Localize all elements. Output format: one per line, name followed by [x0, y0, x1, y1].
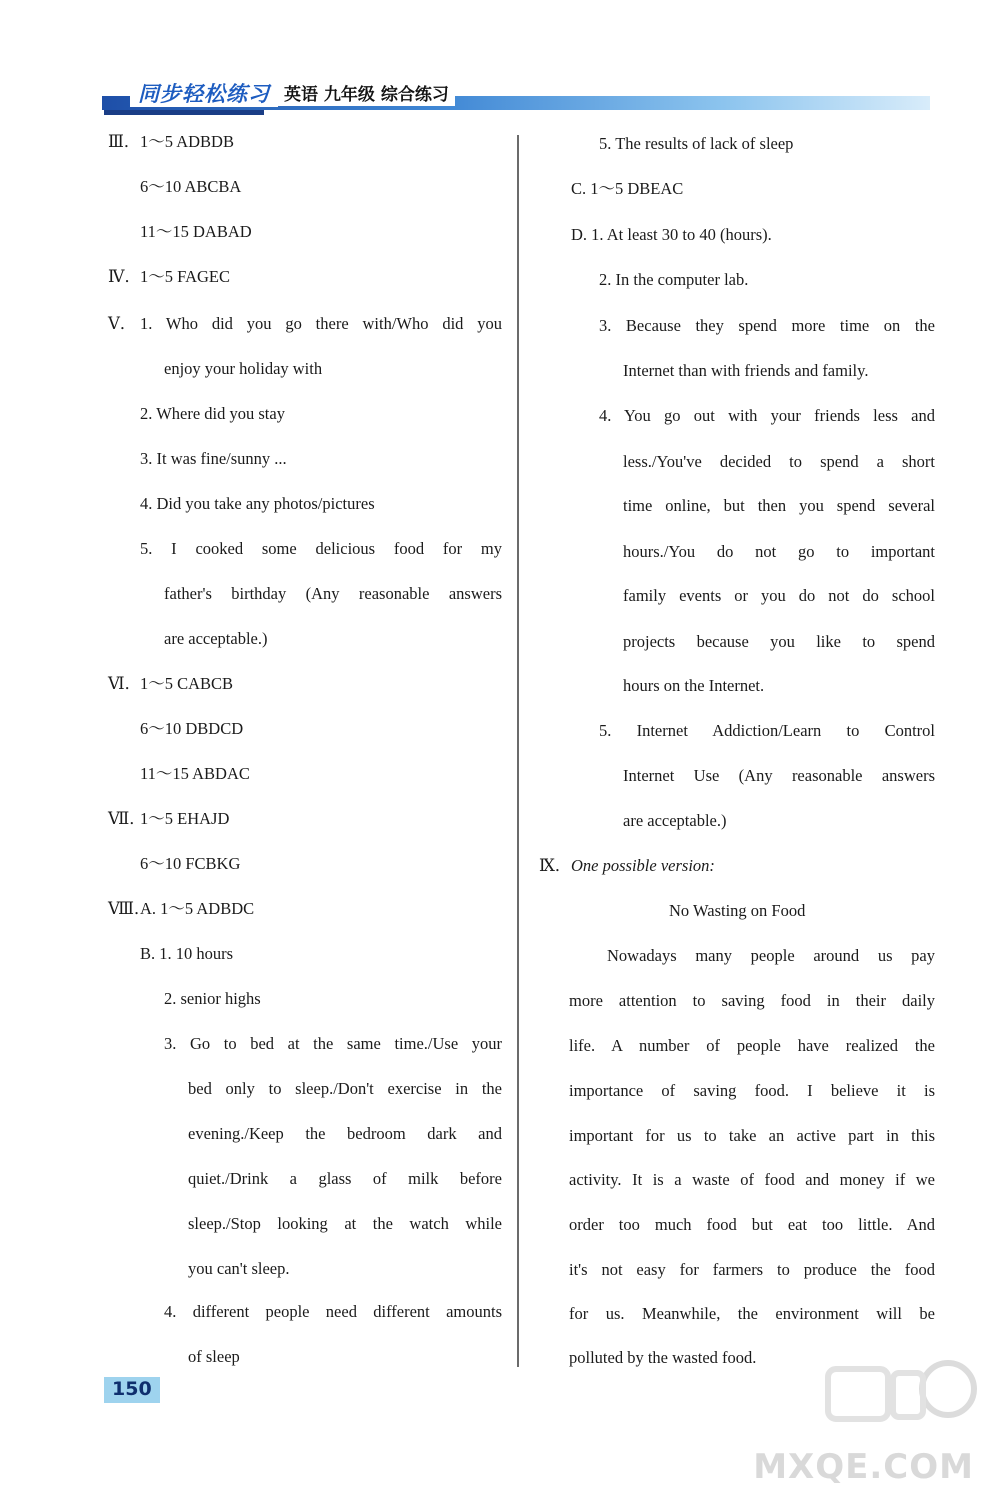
section-label: Ⅴ．	[108, 314, 137, 333]
answer-line: 1～5 EHAJD	[140, 809, 230, 828]
essay-title: No Wasting on Food	[669, 901, 806, 920]
essay-line: important for us to take an active part in this	[569, 1126, 935, 1145]
section-label: Ⅸ．	[539, 856, 572, 875]
section-label: Ⅳ．	[108, 267, 141, 286]
subject-line: 英语 九年级 综合练习	[278, 84, 455, 106]
essay-line: it's not easy for farmers to produce the food	[569, 1260, 935, 1279]
answer-line: 2. Where did you stay	[140, 404, 285, 423]
answer-line: projects because you like to spend	[623, 632, 935, 651]
answer-line: 5. I cooked some delicious food for my	[140, 539, 502, 558]
essay-intro: One possible version:	[571, 856, 715, 875]
answer-line: 1～5 ADBDB	[140, 132, 234, 151]
answer-line: 1. Who did you go there with/Who did you	[140, 314, 502, 333]
answer-line: B. 1. 10 hours	[140, 944, 234, 963]
section-label: Ⅵ．	[108, 674, 142, 693]
answer-line: 4. You go out with your friends less and	[599, 406, 935, 425]
answer-line: 5. The results of lack of sleep	[599, 134, 794, 153]
answer-line: 4. different people need different amounts	[164, 1302, 502, 1321]
section-label: Ⅷ．	[108, 899, 151, 918]
header-accent	[104, 110, 264, 115]
answer-line: 2. senior highs	[164, 989, 261, 1008]
answer-line: are acceptable.)	[623, 811, 727, 830]
answer-line: enjoy your holiday with	[164, 359, 323, 378]
section-label: Ⅶ．	[108, 809, 146, 828]
answer-line: evening./Keep the bedroom dark and	[188, 1124, 502, 1143]
answer-line: 3. Go to bed at the same time./Use your	[164, 1034, 502, 1053]
answer-line: 2. In the computer lab.	[599, 270, 749, 289]
answer-line: hours./You do not go to important	[623, 542, 935, 561]
essay-line: life. A number of people have realized the	[569, 1036, 935, 1055]
answer-line: father's birthday (Any reasonable answers	[164, 584, 502, 603]
essay-line: order too much food but eat too little. And	[569, 1215, 935, 1234]
answer-line: bed only to sleep./Don't exercise in the	[188, 1079, 502, 1098]
answer-line: less./You've decided to spend a short	[623, 452, 935, 471]
answer-line: C. 1～5 DBEAC	[571, 179, 684, 198]
answer-line: sleep./Stop looking at the watch while	[188, 1214, 502, 1233]
answer-line: 1～5 FAGEC	[140, 267, 230, 286]
answer-line: D. 1. At least 30 to 40 (hours).	[571, 225, 772, 244]
page-number: 150	[112, 1378, 152, 1400]
answer-line: quiet./Drink a glass of milk before	[188, 1169, 502, 1188]
answer-line: 4. Did you take any photos/pictures	[140, 494, 375, 513]
watermark: MXQE.COM	[753, 1447, 974, 1487]
answer-line: of sleep	[188, 1347, 240, 1366]
essay-line: more attention to saving food in their daily	[569, 991, 935, 1010]
answer-line: A. 1～5 ADBDC	[140, 899, 255, 918]
answer-line: are acceptable.)	[164, 629, 268, 648]
essay-line: activity. It is a waste of food and money if we	[569, 1170, 935, 1189]
essay-line: Nowadays many people around us pay	[607, 946, 935, 965]
answer-line: hours on the Internet.	[623, 676, 765, 695]
answer-line: 5. Internet Addiction/Learn to Control	[599, 721, 935, 740]
answer-line: you can't sleep.	[188, 1259, 290, 1278]
answer-line: 11～15 DABAD	[140, 222, 252, 241]
column-divider	[517, 135, 519, 1367]
series-title: 同步轻松练习	[130, 81, 278, 107]
essay-line: polluted by the wasted food.	[569, 1348, 757, 1367]
answer-line: 6～10 ABCBA	[140, 177, 242, 196]
answer-line: Internet than with friends and family.	[623, 361, 869, 380]
answer-line: 6～10 FCBKG	[140, 854, 241, 873]
answer-line: 3. It was fine/sunny ...	[140, 449, 287, 468]
section-label: Ⅲ．	[108, 132, 141, 151]
essay-line: for us. Meanwhile, the environment will be	[569, 1304, 935, 1323]
answer-line: 1～5 CABCB	[140, 674, 234, 693]
answer-line: 6～10 DBDCD	[140, 719, 244, 738]
answer-line: Internet Use (Any reasonable answers	[623, 766, 935, 785]
answer-line: 3. Because they spend more time on the	[599, 316, 935, 335]
essay-line: importance of saving food. I believe it is	[569, 1081, 935, 1100]
answer-line: family events or you do not do school	[623, 586, 935, 605]
answer-line: 11～15 ABDAC	[140, 764, 250, 783]
answer-line: time online, but then you spend several	[623, 496, 935, 515]
